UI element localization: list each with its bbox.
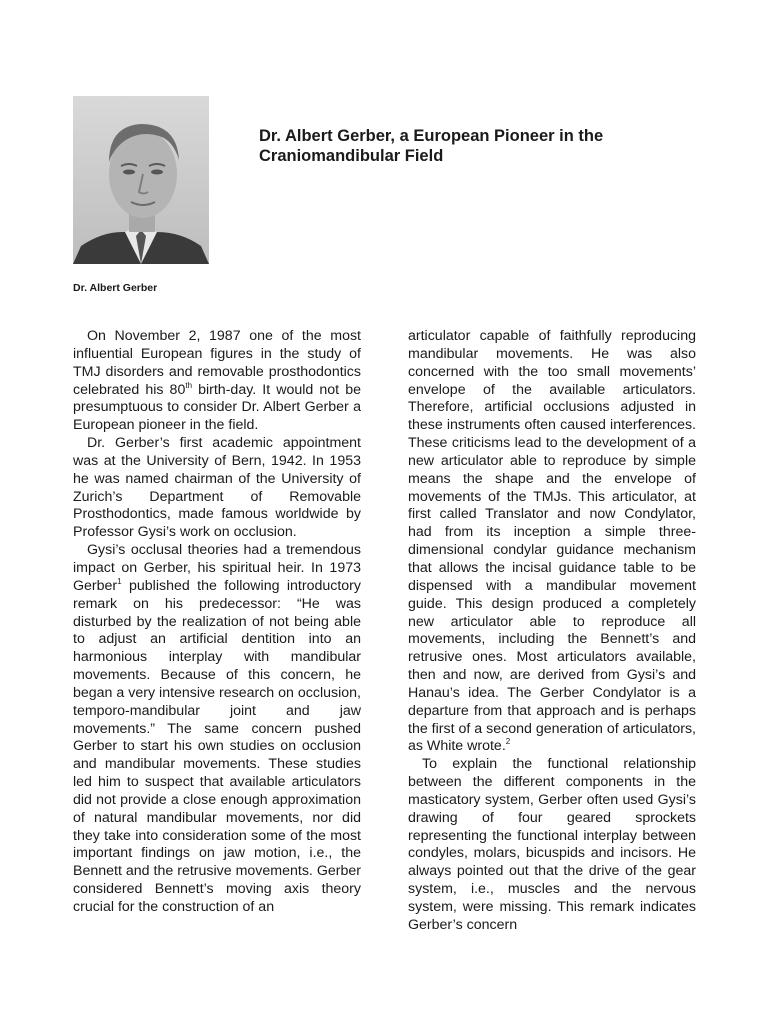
portrait-photo [73,96,209,264]
text-run: To explain the functional relationship between the different components in the masticatory system, Gerber often used Gysi’s drawing of four geared sprockets representing the functional interplay between condyles, molars, bicuspids and incisors. He always pointed out that the drive of the gear system, i.e., muscles and the nervous system, were missing. This remark indicates Gerber’s concern [408,756,696,933]
body-paragraph [73,542,361,917]
body-paragraph [408,328,696,756]
body-paragraph [73,328,361,435]
body-paragraph [408,756,696,934]
text-run: articulator capable of faithfully reproducing mandibular movements. He was also concerned with the too small movements’ envelope of the available articulators. Therefore, artificial occlusions adjusted in these instruments often caused interferences. These criticisms lead to the development of a new articulator able to reproduce by simple means the shape and the envelope of movements of the TMJs. This articulator, at first called Translator and now Condylator, had from its inception a simple three-dimensional condylar guidance mechanism that allows the incisal guidance table to be dispensed with a mandibular movement guide. This design produced a completely new articulator able to reproduce all movements, including the Bennett’s and retrusive ones. Most articulators available, then and now, are derived from Gysi’s and Hanau’s idea. The Gerber Condylator is a departure from that approach and is perhaps the first of a second generation of articulators, as White wrote. [408,328,696,755]
text-run: Gysi’s occlusal theories had a tremendous impact on Gerber, his spiritual heir. In 1973 Gerber [73,542,361,594]
text-run: On November 2, 1987 one of the most influential European figures in the study of TMJ disorders and removable prosthodontics celebrated his 80 [73,328,361,398]
left-column [73,328,361,917]
photo-caption: Dr. Albert Gerber [73,282,158,294]
superscript: 2 [505,737,511,747]
superscript: th [185,380,193,390]
text-run: published the following introductory remark on his predecessor: “He was disturbed by the realization of not being able to adjust an artificial dentition into an harmonious interplay with mandibular movements. Because of this concern, he began a very intensive research on occlusion, temporo-mandibular joint and jaw movements.” The same concern pushed Gerber to start his own studies on occlusion and mandibular movements. These studies led him to suspect that available articulators did not provide a close enough approximation of natural mandibular movements, nor did they take into consideration some of the most important findings on jaw motion, i.e., the Bennett and the retrusive movements. Gerber considered Bennett’s moving axis theory crucial for the construction of an [73,577,361,915]
text-run: Dr. Gerber’s first academic appointment was at the University of Bern, 1942. In 1953 he was named chairman of the University of Zurich’s Department of Removable Prosthodontics, made famous worldwide by Professor Gysi’s work on occlusion. [73,435,361,541]
body-paragraph [73,435,361,542]
text-run: birth-day. It would not be presumptuous to consider Dr. Albert Gerber a European pioneer in the field. [73,381,361,434]
superscript: 1 [117,576,122,586]
article-title: Dr. Albert Gerber, a European Pioneer in the Craniomandibular Field [259,127,604,165]
right-column [408,328,696,935]
